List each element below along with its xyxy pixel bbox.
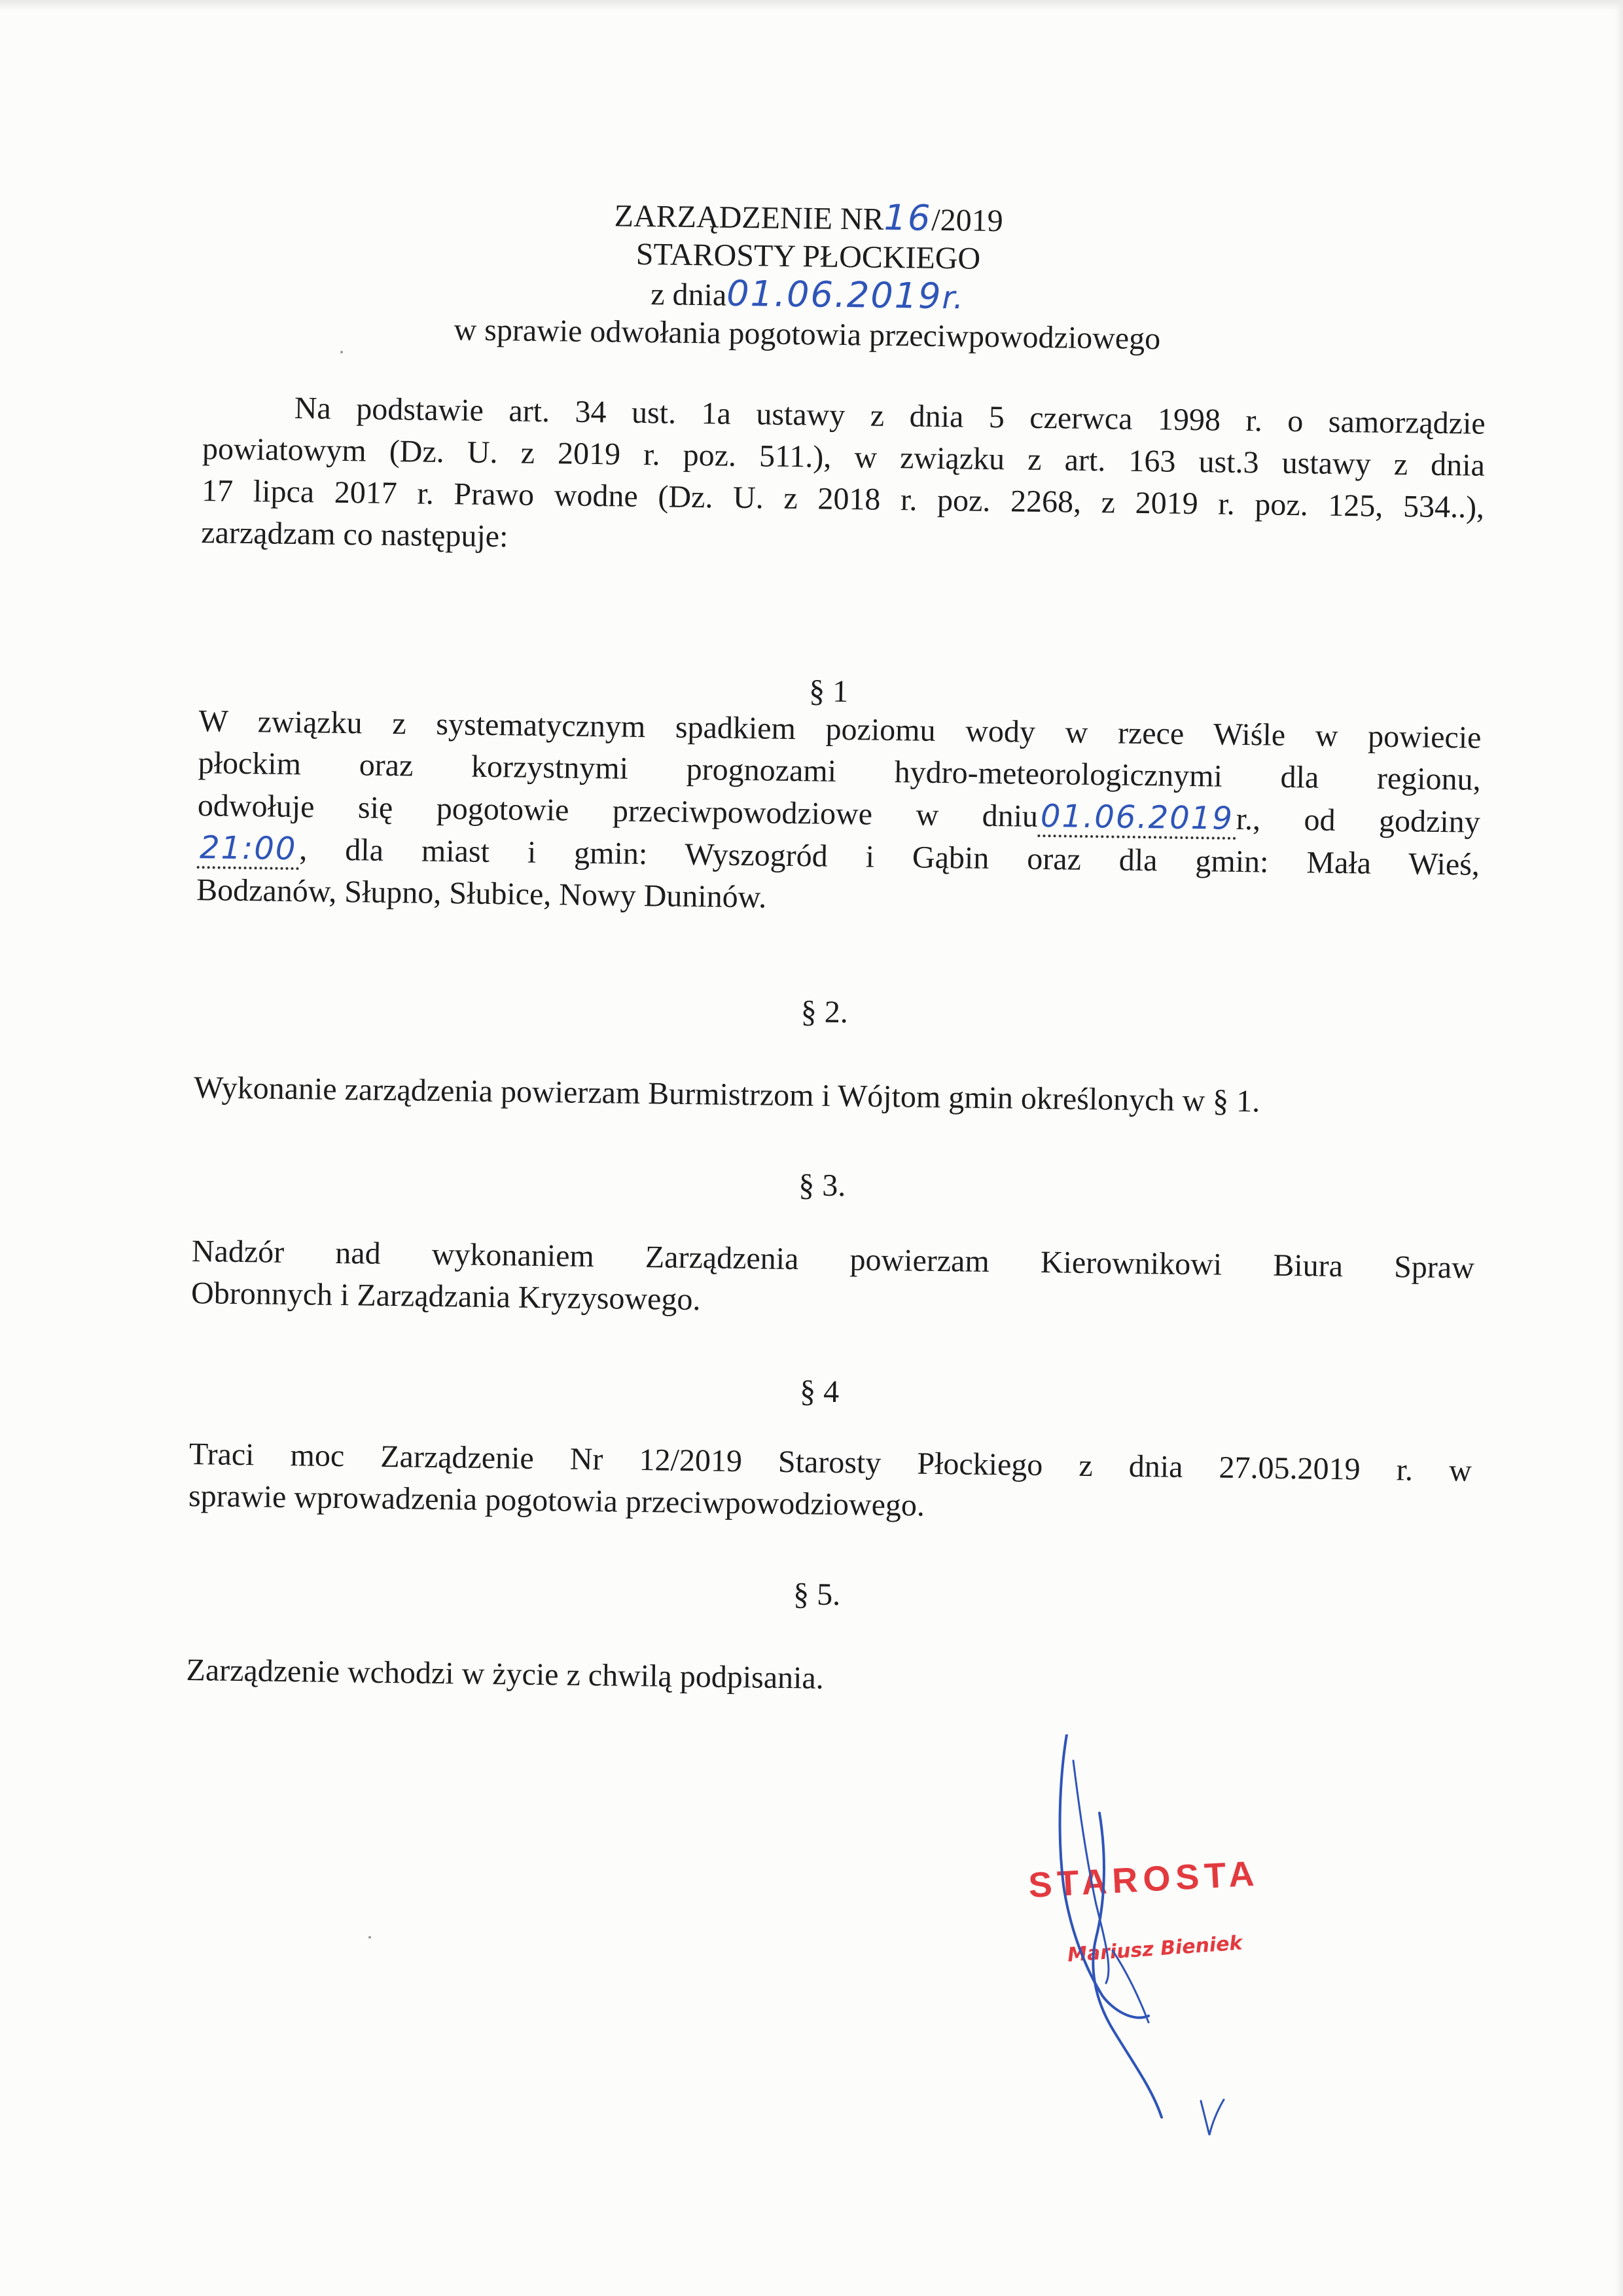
- section-2-line: Wykonanie zarządzenia powierzam Burmistrzom i Wójtom gmin określonych w § 1.: [193, 1070, 1260, 1119]
- section-1-line: odwołuje się pogotowie przeciwpowodziowe w dniu01.06.2019r., od godziny: [197, 788, 1481, 840]
- preamble-line: Na podstawie art. 34 ust. 1a ustawy z dnia 5 czerwca 1998 r. o samorządzie: [294, 391, 1486, 441]
- scan-edge-top: [0, 0, 1623, 10]
- preamble: [201, 386, 1486, 571]
- preamble-line: zarządzam co następuje:: [201, 515, 508, 554]
- section-3-line: Nadzór nad wykonaniem Zarządzenia powierzam Kierownikowi Biura Spraw: [191, 1234, 1475, 1285]
- section-4-mark: § 4: [799, 1374, 840, 1410]
- stamp-title: STAROSTA: [1027, 1854, 1260, 1905]
- section-1-text: [196, 700, 1482, 928]
- handwritten-date: 01.06.2019: [726, 272, 942, 317]
- scan-speck: [340, 351, 343, 353]
- scan-edge-right: [1615, 0, 1623, 2296]
- section-4-line: sprawie wprowadzenia pogotowia przeciwpowodziowego.: [188, 1479, 925, 1523]
- section-3-mark: § 3.: [798, 1168, 846, 1204]
- section-5-text: [186, 1649, 1469, 1708]
- handwritten-number: 16: [883, 196, 932, 239]
- document-header: [192, 190, 1424, 362]
- document-subject: w sprawie odwołania pogotowia przeciwpowodziowego: [454, 312, 1161, 357]
- document-authority: STAROSTY PŁOCKIEGO: [635, 236, 981, 276]
- section-4-text: [188, 1433, 1472, 1534]
- section-1-line: płockim oraz korzystnymi prognozami hydro-meteorologicznymi dla regionu,: [198, 745, 1481, 797]
- section-3-line: Obronnych i Zarządzania Kryzysowego.: [190, 1276, 701, 1318]
- section-1-mark: § 1: [808, 673, 849, 709]
- stamp-name: Mariusz Bieniek: [1067, 1931, 1243, 1967]
- section-5-line: Zarządzenie wchodzi w życie z chwilą podpisania.: [186, 1653, 825, 1696]
- section-4-line: Traci moc Zarządzenie Nr 12/2019 Starosty Płockiego z dnia 27.05.2019 r. w: [188, 1437, 1472, 1488]
- section-3-text: [191, 1230, 1475, 1331]
- preamble-line: powiatowym (Dz. U. z 2019 r. poz. 511.), w związku z art. 163 ust.3 ustawy z dnia: [202, 431, 1486, 483]
- section-1-line: Bodzanów, Słupno, Słubice, Nowy Duninów.: [196, 872, 767, 915]
- section-1-line: W związku z systematycznym spadkiem poziomu wody w rzece Wiśle w powiecie: [198, 704, 1482, 755]
- handwritten-cancel-date: 01.06.2019: [1038, 798, 1237, 840]
- handwritten-signature: [1034, 1734, 1296, 2140]
- handwritten-date-suffix: r.: [942, 279, 965, 317]
- scan-speck: [368, 1936, 371, 1939]
- document-date: z dnia01.06.2019r.: [650, 272, 965, 317]
- preamble-line: 17 lipca 2017 r. Prawo wodne (Dz. U. z 2018 r. poz. 2268, z 2019 r. poz. 125, 534..),: [201, 473, 1485, 525]
- section-1-line: 21:00, dla miast i gmin: Wyszogród i Gąbin oraz dla gmin: Mała Wieś,: [197, 827, 1480, 886]
- section-2-text: [194, 1067, 1477, 1126]
- document-title: ZARZĄDZENIE NR16/2019: [614, 196, 1004, 239]
- handwritten-cancel-time: 21:00: [197, 829, 300, 870]
- section-5-mark: § 5.: [793, 1577, 841, 1613]
- section-2-mark: § 2.: [800, 994, 849, 1030]
